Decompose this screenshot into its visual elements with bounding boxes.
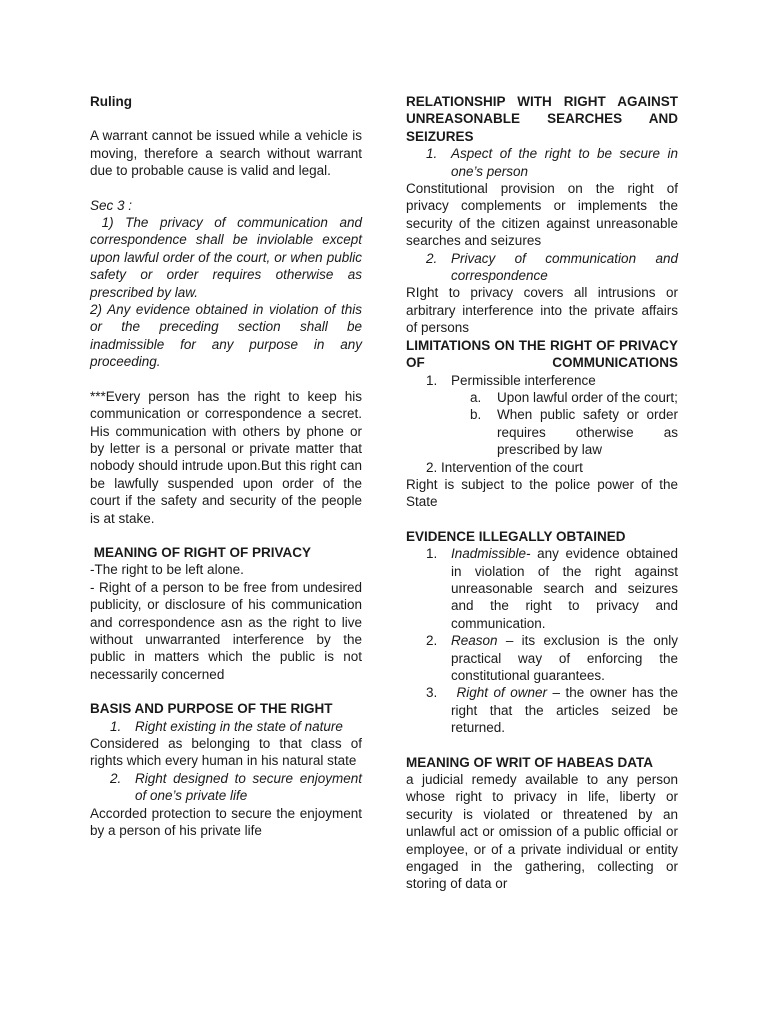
limitations-sub-a <box>406 389 678 406</box>
sec-item-2: 2) Any evidence obtained in violation of this or the preceding section shall be inadmissible for any purpose in any proceeding. <box>90 302 362 370</box>
limitations-item-1 <box>406 372 678 389</box>
list-letter: a. <box>470 389 482 405</box>
limitations-sub-b <box>406 406 678 458</box>
list-letter: b. <box>470 407 482 423</box>
list-text <box>451 545 678 632</box>
definition: – the owner has the right that the articles seized be returned. <box>451 685 678 736</box>
meaning-line-1: -The right to be left alone. <box>90 562 244 578</box>
limitations-text: Right is subject to the police power of the State <box>406 476 678 510</box>
list-text: Privacy of communication and correspondence <box>451 250 678 284</box>
definition: – its exclusion is the only practical way of enforcing the constitutional guarantees. <box>451 633 678 683</box>
list-number: 2. <box>110 770 122 786</box>
list-number: 3. <box>426 685 438 701</box>
relationship-item-1 <box>406 145 678 180</box>
basis-heading: BASIS AND PURPOSE OF THE RIGHT <box>90 701 333 717</box>
basis-item-1 <box>90 718 362 735</box>
term: Reason <box>451 633 498 649</box>
list-text: Upon lawful order of the court; <box>497 389 678 405</box>
list-number: 1. <box>426 146 438 162</box>
limitations-heading: LIMITATIONS ON THE RIGHT OF PRIVACY OF COMMUNICATIONS <box>406 337 678 371</box>
sec-item-1: 1) The privacy of communication and correspondence shall be inviolable except upon lawful order of the court, or when public safety or order requires otherwise as prescribed by law. <box>90 215 366 300</box>
note-paragraph: ***Every person has the right to keep his communication or correspondence a secret. His communication with others by phone or by letter is a personal or private matter that nobody should intrude upon.But this right can be lawfully suspended upon order of the court if the safety and security of the people is at stake. <box>90 388 362 526</box>
meaning-heading: MEANING OF RIGHT OF PRIVACY <box>90 544 312 560</box>
evidence-item-3 <box>406 684 678 736</box>
relationship-heading: RELATIONSHIP WITH RIGHT AGAINST UNREASONABLE SEARCHES AND SEIZURES <box>406 94 678 144</box>
list-text: Aspect of the right to be secure in one’s person <box>451 146 678 179</box>
list-text: Permissible interference <box>451 372 596 388</box>
basis-text-2: Accorded protection to secure the enjoyment by a person of his private life <box>90 805 362 839</box>
list-text <box>451 632 678 684</box>
list-number: 1. <box>426 372 438 388</box>
meaning-line-2: - Right of a person to be free from undesired publicity, or disclosure of his communication and correspondence asn as the right to live without unwarranted interference by the public in matters which the public is not necessarily concerned <box>90 579 362 682</box>
writ-heading: MEANING OF WRIT OF HABEAS DATA <box>406 754 653 770</box>
evidence-item-1 <box>406 545 678 632</box>
term: Right of owner <box>451 685 547 701</box>
list-text <box>451 684 678 736</box>
list-number: 1. <box>426 546 438 562</box>
relationship-text-2: RIght to privacy covers all intrusions or arbitrary interference into the private affairs of persons <box>406 285 678 336</box>
evidence-heading: EVIDENCE ILLEGALLY OBTAINED <box>406 528 626 544</box>
relationship-text-1: Constitutional provision on the right of privacy complements or implements the security of the citizen against unreasonable searches and seizures <box>406 181 678 249</box>
basis-text-1: Considered as belonging to that class of rights which every human in his natural state <box>90 736 362 769</box>
definition: any evidence obtained in violation of the right against unreasonable search and seizures and the right to privacy and communication. <box>451 546 678 631</box>
term: Inadmissible- <box>451 546 531 562</box>
list-text: When public safety or order requires otherwise as prescribed by law <box>497 407 678 458</box>
sec-label: Sec 3 : <box>90 197 133 213</box>
ruling-text: A warrant cannot be issued while a vehicle is moving, therefore a search without warrant due to probable cause is valid and legal. <box>90 128 362 179</box>
evidence-item-2 <box>406 632 678 684</box>
basis-item-2 <box>90 770 362 805</box>
relationship-item-2 <box>406 250 678 285</box>
list-number: 2. <box>426 250 438 266</box>
list-text: Right existing in the state of nature <box>135 718 343 734</box>
right-column <box>406 93 678 893</box>
writ-text: a judicial remedy available to any person whose right to privacy in life, liberty or security is violated or threatened by an unlawful act or omission of a public official or employee, or of a private individual or entity engaged in the gathering, collecting or storing of data or <box>406 772 678 892</box>
list-number: 1. <box>110 718 122 734</box>
ruling-heading: Ruling <box>90 94 132 109</box>
left-column <box>90 93 366 839</box>
list-text: Right designed to secure enjoyment of one’s private life <box>135 770 362 804</box>
list-number: 2. <box>426 633 438 649</box>
limitations-item-2: 2. Intervention of the court <box>426 459 583 475</box>
